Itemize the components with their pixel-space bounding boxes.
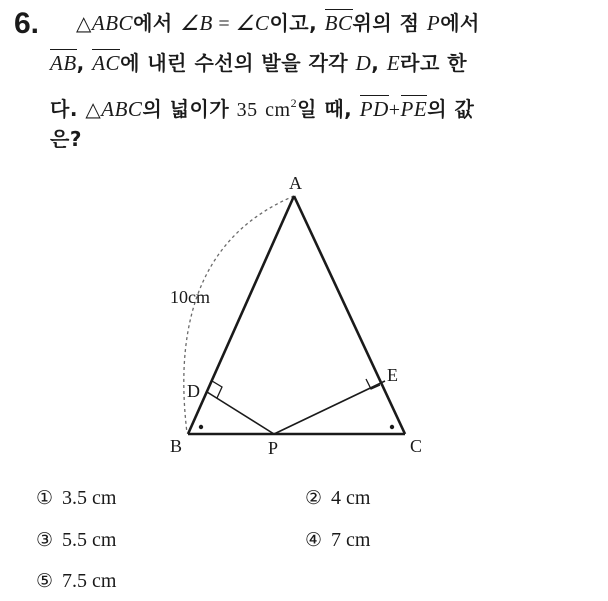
choice-text: 7 cm xyxy=(331,529,371,551)
choice-5[interactable] xyxy=(36,569,116,593)
separator: , xyxy=(76,51,93,75)
choice-marker: ① xyxy=(36,487,54,509)
point-d: D xyxy=(355,51,372,75)
label-p: P xyxy=(268,438,279,458)
area-unit: cm xyxy=(265,99,291,121)
choice-2[interactable] xyxy=(305,486,370,510)
text: 은? xyxy=(50,127,82,151)
segment-pd: PD xyxy=(359,97,389,121)
choice-text: 7.5 cm xyxy=(62,570,117,592)
choice-marker: ⑤ xyxy=(36,570,54,592)
label-e: E xyxy=(387,365,398,385)
choice-text: 4 cm xyxy=(331,487,371,509)
point-p: P xyxy=(426,11,441,35)
text: 에서 xyxy=(133,11,181,35)
segment-ac: AC xyxy=(92,51,121,75)
label-a: A xyxy=(289,173,302,193)
plus-sign: + xyxy=(388,99,401,121)
triangle-abc: ABC xyxy=(91,11,134,35)
choice-marker: ③ xyxy=(36,529,54,551)
angle-b: ∠B xyxy=(180,11,213,35)
segment-pe-line xyxy=(274,381,385,434)
triangle-symbol: △ xyxy=(85,99,102,121)
choice-marker: ④ xyxy=(305,529,323,551)
choice-4[interactable] xyxy=(305,528,370,552)
label-d: D xyxy=(187,381,200,401)
text: 에 내린 수선의 발을 각각 xyxy=(120,51,356,75)
text: 라고 한 xyxy=(400,51,468,75)
label-b: B xyxy=(170,436,183,456)
label-c: C xyxy=(410,436,423,456)
angle-c: ∠C xyxy=(235,11,270,35)
angle-mark-c xyxy=(390,425,394,429)
segment-pd-line xyxy=(207,392,274,434)
choice-marker: ② xyxy=(305,487,323,509)
side-ab xyxy=(188,196,294,434)
choice-3[interactable] xyxy=(36,528,116,552)
text: 위의 점 xyxy=(352,11,427,35)
choice-1[interactable] xyxy=(36,486,116,510)
segment-ab: AB xyxy=(50,51,77,75)
angle-mark-b xyxy=(199,425,203,429)
choice-text: 5.5 cm xyxy=(62,529,117,551)
segment-bc: BC xyxy=(324,11,353,35)
equals-sign: = xyxy=(212,13,236,35)
text: 다. xyxy=(50,97,86,121)
side-length-label: 10cm xyxy=(170,287,210,307)
text: 일 때, xyxy=(297,97,360,121)
point-e: E xyxy=(386,51,401,75)
text: 에서 xyxy=(440,11,480,35)
question-number: 6. xyxy=(14,7,40,40)
separator: , xyxy=(371,51,387,75)
area-value: 35 xyxy=(236,99,258,121)
text: 의 넓이가 xyxy=(142,97,237,121)
triangle-symbol: △ xyxy=(76,13,92,35)
text: 의 값 xyxy=(427,97,475,121)
area-exponent: 2 xyxy=(290,96,298,110)
triangle-abc: ABC xyxy=(101,97,143,121)
text: 이고, xyxy=(269,11,325,35)
choice-text: 3.5 cm xyxy=(62,487,117,509)
segment-pe: PE xyxy=(400,97,428,121)
